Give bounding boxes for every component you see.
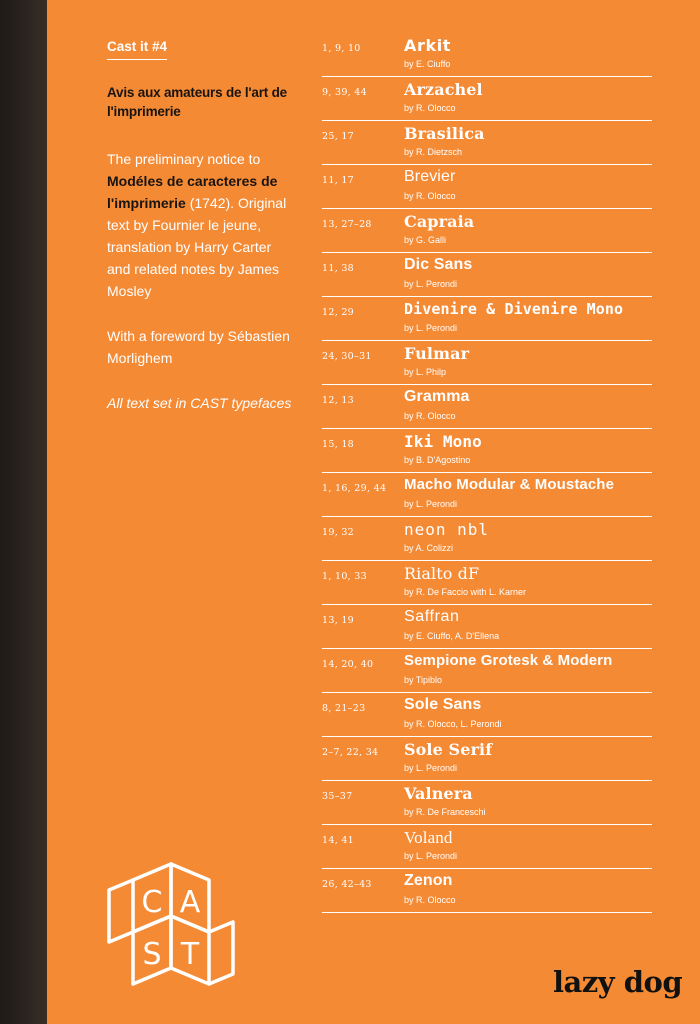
typeface-row [322, 341, 652, 385]
typeface-row [322, 649, 652, 693]
typeface-pages: 12, 29 [322, 307, 355, 318]
logo-side-left [109, 880, 133, 942]
publisher-logo: lazy dog [553, 965, 683, 999]
typeface-designer: by L. Perondi [404, 323, 458, 333]
typeface-name: Gramma [404, 388, 470, 405]
intro-text-after: (1742). Original text by Fournier le jeune, translation by Harry Carter and related notes by James Mosley [107, 195, 287, 299]
typeface-pages: 13, 27–28 [322, 219, 372, 230]
typeface-name: Arzachel [404, 80, 483, 99]
cast-logo [105, 860, 245, 1000]
book-spine [0, 0, 47, 1024]
typeface-designer: by R. Dietzsch [404, 147, 463, 157]
typeface-row [322, 165, 652, 209]
typeface-row [322, 517, 652, 561]
typeface-pages: 13, 19 [322, 615, 355, 626]
intro-bold-title: Modéles de caracteres de l'imprimerie [107, 173, 278, 211]
typeface-designer: by L. Philp [404, 367, 447, 377]
typeface-pages: 14, 41 [322, 835, 355, 846]
typeface-pages: 24, 30–31 [322, 351, 372, 362]
book-description [107, 148, 292, 302]
typeface-name: Fulmar [404, 344, 470, 363]
typeface-row [322, 781, 652, 825]
logo-letter-s: S [142, 937, 162, 972]
typeface-pages: 25, 17 [322, 131, 355, 142]
typeface-pages: 19, 32 [322, 527, 355, 538]
typeface-designer: by R. Olocco [404, 411, 456, 421]
typeface-row [322, 253, 652, 297]
typeface-name: Iki Mono [404, 432, 482, 451]
typeface-designer: by L. Perondi [404, 499, 458, 509]
logo-letter-a: A [179, 885, 201, 920]
typeface-pages: 8, 21–23 [322, 703, 366, 714]
typeface-name: Saffran [404, 608, 460, 625]
typeface-row [322, 869, 652, 913]
typeface-pages: 1, 16, 29, 44 [322, 483, 387, 494]
typeface-name: Sole Sans [404, 696, 482, 713]
typeset-note: All text set in CAST typefaces [107, 395, 292, 411]
typeface-name: Brasilica [404, 124, 485, 143]
typeface-name: Valnera [404, 784, 473, 803]
typeface-designer: by R. Olocco [404, 191, 456, 201]
typeface-index [322, 33, 652, 913]
typeface-row [322, 693, 652, 737]
typeface-pages: 9, 39, 44 [322, 87, 367, 98]
typeface-designer: by R. De Faccio with L. Karner [404, 587, 527, 597]
typeface-row [322, 473, 652, 517]
typeface-designer: by R. De Franceschi [404, 807, 486, 817]
typeface-row [322, 297, 652, 341]
typeface-name: Dic Sans [404, 256, 473, 273]
typeface-designer: by E. Ciuffo, A. D'Ellena [404, 631, 500, 641]
typeface-name: Brevier [404, 168, 456, 185]
typeface-name: Divenire & Divenire Mono [404, 300, 624, 318]
typeface-row [322, 385, 652, 429]
foreword-credit: With a foreword by Sébastien Morlighem [107, 328, 290, 366]
typeface-name: Zenon [404, 872, 453, 889]
typeface-designer: by Tipiblo [404, 675, 443, 685]
logo-letter-c: C [141, 885, 163, 920]
typeface-name: Voland [404, 828, 453, 847]
typeface-name: Rialto dF [404, 564, 480, 583]
typeface-name: neon nbl [404, 520, 490, 539]
typeface-designer: by L. Perondi [404, 763, 458, 773]
typeface-row [322, 429, 652, 473]
logo-side-right [209, 922, 233, 984]
typeface-pages: 1, 10, 33 [322, 571, 367, 582]
logo-letter-t: T [180, 937, 200, 972]
typeface-name: Arkit [404, 36, 452, 55]
typeface-row [322, 121, 652, 165]
typeface-pages: 11, 17 [322, 175, 355, 186]
typeface-pages: 14, 20, 40 [322, 659, 374, 670]
typeface-name: Capraia [404, 212, 475, 231]
typeface-designer: by R. Olocco [404, 895, 456, 905]
typeface-pages: 15, 18 [322, 439, 355, 450]
typeface-pages: 11, 38 [322, 263, 355, 274]
typeface-row [322, 605, 652, 649]
typeface-designer: by L. Perondi [404, 279, 458, 289]
typeface-designer: by A. Colizzi [404, 543, 454, 553]
typeface-row [322, 77, 652, 121]
typeface-row [322, 561, 652, 605]
typeface-designer: by R. Olocco [404, 103, 456, 113]
typeface-designer: by L. Perondi [404, 851, 458, 861]
typeface-designer: by E. Ciuffo [404, 59, 451, 69]
typeface-row [322, 825, 652, 869]
typeface-designer: by R. Olocco, L. Perondi [404, 719, 502, 729]
typeface-name: Sole Serif [404, 740, 493, 759]
typeface-pages: 26, 42–43 [322, 879, 372, 890]
typeface-row [322, 737, 652, 781]
colophon-column [107, 38, 292, 437]
typeface-name: Sempione Grotesk & Modern [404, 652, 613, 669]
typeface-pages: 2–7, 22, 34 [322, 747, 379, 758]
book-title: Avis aux amateurs de l'art de l'imprimerie [107, 85, 287, 119]
typeface-row [322, 33, 652, 77]
series-label: Cast it #4 [107, 39, 167, 60]
typeface-pages: 1, 9, 10 [322, 43, 361, 54]
typeface-pages: 35–37 [322, 791, 353, 802]
typeface-name: Macho Modular & Moustache [404, 476, 615, 493]
typeface-pages: 12, 13 [322, 395, 355, 406]
typeface-designer: by B. D'Agostino [404, 455, 471, 465]
typeface-row [322, 209, 652, 253]
typeface-designer: by G. Galli [404, 235, 447, 245]
intro-text-before: The preliminary notice to [107, 151, 261, 167]
